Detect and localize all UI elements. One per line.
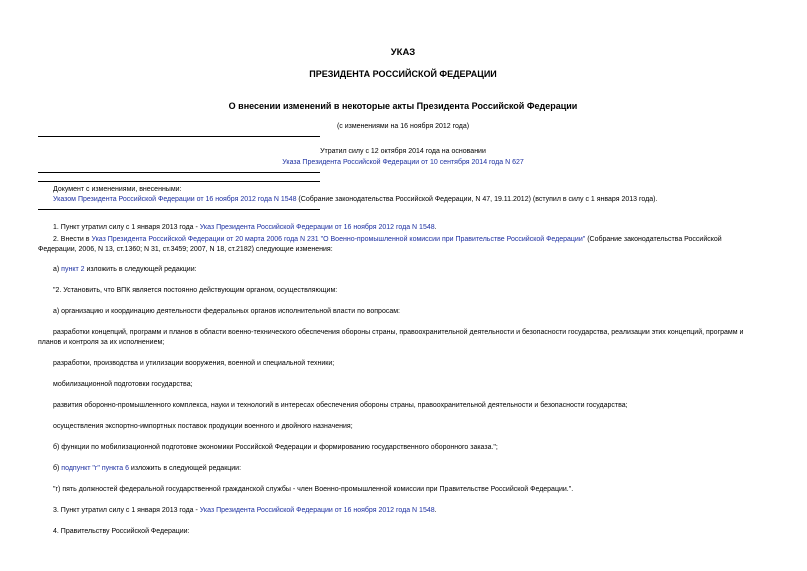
paragraph-3-end: . [434, 507, 437, 514]
paragraph-1-end: . [434, 224, 437, 231]
sub-item-a: а) организацию и координацию деятельности федеральных органов исполнительной власти по вопросам: [53, 308, 400, 315]
cancel-basis-link[interactable]: Указа Президента Российской Федерации от 10 сентября 2014 года N 627 [282, 159, 524, 166]
item-b [53, 465, 768, 474]
paragraph-1-link[interactable]: Указ Президента Российской Федерации от 16 ноября 2012 года N 1548 [199, 224, 435, 231]
paragraph-2-link[interactable]: Указ Президента Российской Федерации от 20 марта 2006 года N 231 "О Военно-промышленной комиссии при Правительстве Российской Федерации" [91, 236, 586, 243]
document-title: О внесении изменений в некоторые акты Президента Российской Федерации [228, 101, 578, 111]
changes-label: Документ с изменениями, внесенными: [53, 186, 182, 193]
changes-source [53, 196, 768, 205]
item-a [53, 266, 768, 275]
paragraph-3-text: 3. Пункт утратил силу с 1 января 2013 года - [53, 507, 200, 514]
divider [38, 136, 320, 137]
paragraph-1-text: 1. Пункт утратил силу с 1 января 2013 года - [53, 224, 200, 231]
cancel-text: Утратил силу с 12 октября 2014 года на основании [320, 148, 486, 155]
development-line-2: планов и контроля за их исполнением; [38, 339, 165, 346]
cancel-link-line [38, 159, 768, 168]
item-b-link[interactable]: подпункт "г" пункта 6 [61, 465, 129, 472]
divider [38, 209, 320, 210]
divider [38, 181, 320, 182]
issuer-heading: ПРЕЗИДЕНТА РОССИЙСКОЙ ФЕДЕРАЦИИ [309, 69, 497, 79]
quoted-point-2: "2. Установить, что ВПК является постоянно действующим органом, осуществляющим: [53, 287, 338, 294]
paragraph-1 [53, 224, 768, 233]
divider [38, 172, 320, 173]
paragraph-2-line-1 [53, 236, 768, 245]
paragraph-2-line-2: Федерации, 2006, N 13, ст.1360; N 31, ст.3459; 2007, N 18, ст.2182) следующие изменения: [38, 246, 333, 253]
changes-source-link[interactable]: Указом Президента Российской Федерации от 16 ноября 2012 года N 1548 [53, 196, 297, 203]
paragraph-2-tail: (Собрание законодательства Российской [585, 236, 722, 243]
paragraph-2-text: 2. Внести в [53, 236, 92, 243]
paragraph-3-link[interactable]: Указ Президента Российской Федерации от 16 ноября 2012 года N 1548 [199, 507, 435, 514]
paragraph-4: 4. Правительству Российской Федерации: [53, 528, 190, 535]
opk-item: развития оборонно-промышленного комплекса, науки и технологий в интересах обеспечения обороны страны, правоохранительной деятельности и безопасности государства; [53, 402, 628, 409]
item-a-link[interactable]: пункт 2 [61, 266, 85, 273]
item-a-text: изложить в следующей редакции: [84, 266, 197, 273]
item-b-text: изложить в следующей редакции: [128, 465, 242, 472]
item-b-prefix: б) [53, 465, 62, 472]
production-item: разработки, производства и утилизации вооружения, военной и специальной техники; [53, 360, 335, 367]
cancel-notice [38, 148, 768, 157]
item-g: "г) пять должностей федеральной государственной гражданской службы - член Военно-промышленной комиссии при Правительстве Российской Федерации.". [53, 486, 574, 493]
export-item: осуществления экспортно-импортных поставок продукции военного и двойного назначения; [53, 423, 353, 430]
mobilization-item: мобилизационной подготовки государства; [53, 381, 193, 388]
changes-source-tail: (Собрание законодательства Российской Федерации, N 47, 19.11.2012) (вступил в силу с 1 января 2013 года). [296, 196, 658, 203]
development-line-1: разработки концепций, программ и планов в области военно-технического обеспечения обороны страны, правоохранительной деятельности и безопасности государства, реализации этих концепций, программ и [53, 329, 744, 336]
functions-item: б) функции по мобилизационной подготовке экономики Российской Федерации и формированию государственного оборонного заказа."; [53, 444, 498, 451]
revision-status: (с изменениями на 16 ноября 2012 года) [336, 123, 470, 130]
item-a-prefix: а) [53, 266, 62, 273]
doc-type-heading: УКАЗ [390, 47, 416, 58]
paragraph-3 [53, 507, 768, 516]
